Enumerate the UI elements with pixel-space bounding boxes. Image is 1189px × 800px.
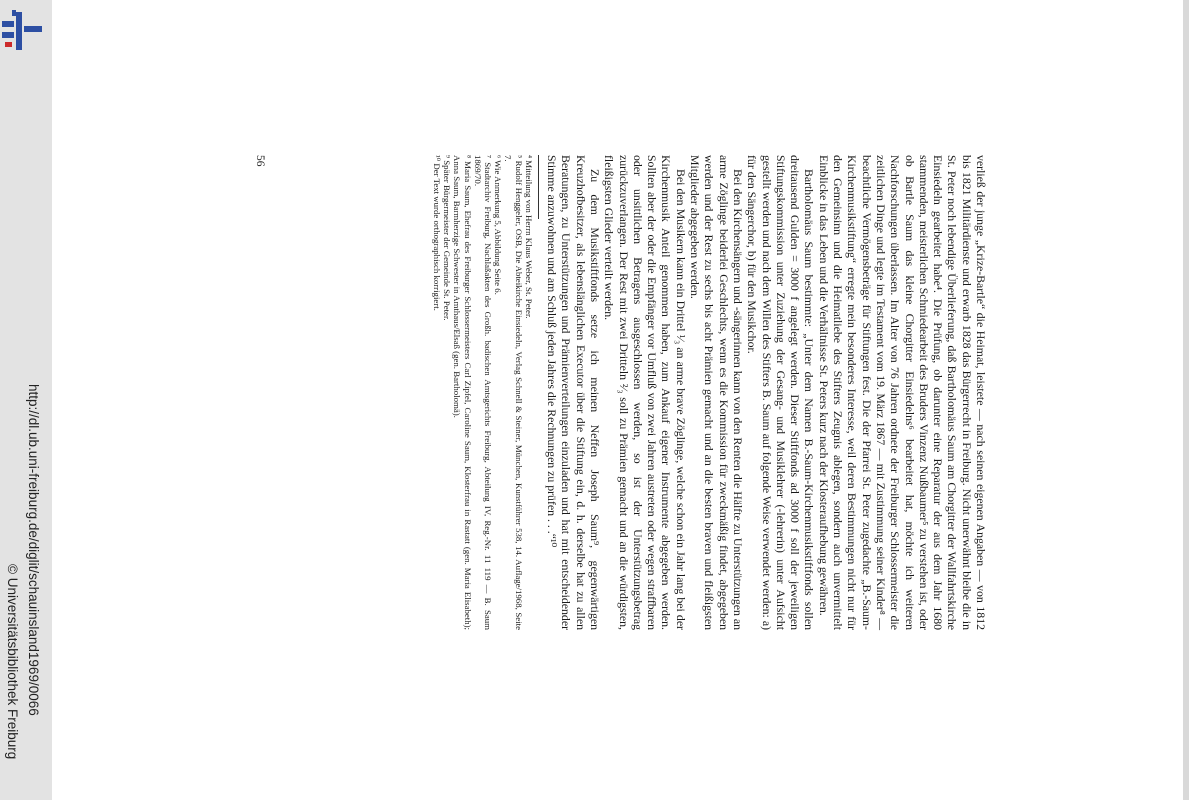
document-page	[253, 155, 988, 630]
page-number: 56	[254, 155, 266, 167]
source-url[interactable]: http://dl.ub.uni-freiburg.de/diglit/schauinsland1969/0066	[26, 384, 41, 716]
footnote-divider	[538, 155, 539, 219]
footnote: ⁵ Rudolf Henggeler, OSB, Die Abteikirche Einsiedeln, Verlag Schnell & Steiner, München, Kunstführer 538, 14. Auflage/1968, Seite 7.	[503, 155, 524, 630]
ub-freiburg-logo-icon	[0, 8, 44, 52]
footnote: ¹⁰ Der Text wurde orthographisch korrigiert.	[431, 155, 442, 311]
footnote: ⁴ Mitteilung von Herrn Klaus Weber, St. Peter.	[523, 155, 534, 319]
footnote: ⁹ Später Bürgermeister der Gemeinde St. Peter.	[442, 155, 453, 321]
scrollbar[interactable]	[1183, 0, 1189, 800]
body-paragraph: Bartholomäus Saum bestimmte: „Unter dem Namen B.-Saum-Kirchenmusikstiftfonds sollen dreitausend Gulden = 3000 f angelegt werden. Dieser Stiftfonds ad 3000 f soll der jeweiligen Stiftungskommission unter Zuziehung der Gesang- und Musiklehrer (-lehrerin) unter Aufsicht gestellt werden und nach dem Willen des Stifters B. Saum auf folgende Weise verwendet werden: a) für den Sängerchor, b) für den Musikchor.	[745, 155, 817, 630]
body-paragraph: Zu dem Musikstiftfonds setze ich meinen Neffen Joseph Saum⁹, gegenwärtigen Kreuzhofbesitzer, als lebenslänglichen Executor über die Stiftung ein, d. h. derselbe hat zu allen Beratungen, zu Unterstützungen und Prämienverteilungen einzuladen und hat mit entscheidender Stimme anzuwohnen und am Schluß jeden Jahres die Rechnungen zu prüfen . . .“¹⁰	[545, 155, 602, 630]
body-paragraph: verließ der junge „Krize-Bartle“ die Heimat, leistete — nach seinen eigenen Angaben — von 1812 bis 1821 Militärdienste und erwarb 1828 das Bürgerrecht in Freiburg. Nicht unerwähnt bleibe die in St. Peter noch lebendige Überlieferung, daß Bartholomäus Saum am Chorgitter der Wallfahrtskirche Einsiedeln gearbeitet habe⁴. Die Prüfung, ob darunter eine Reparatur der aus dem Jahr 1680 stammenden, meisterlichen Schmiedearbeit des Bruders Vinzenz Nußbaumer⁵ zu verstehen ist, oder ob Bartle Saum das kleine Chorgitter Einsiedelns⁶ bearbeitet hat, möchte ich weiteren Nachforschungen überlassen. Im Alter von 76 Jahren ordnete der Freiburger Schlossermeister die zeitlichen Dinge und legte im Testament vom 19. März 1867 — mit Zustimmung seiner Kinder⁸ — beachtliche Vermögensbeträge für Stiftungen fest. Die der Pfarrei St. Peter zugedachte „B.-Saum-Kirchenmusikstiftung“ erregte mein besonderes Interesse, weil deren Bestimmungen nicht nur für den Gemeinsinn und die Heimatliebe des Stifters Zeugnis ablegen, sondern auch unvermittelt Einblicke in das Leben und die Verhältnisse St. Peters kurz nach der Klosteraufhebung gewähren.	[816, 155, 988, 630]
viewer-sidebar	[0, 0, 52, 800]
copyright-notice: © Universitätsbibliothek Freiburg	[5, 564, 20, 760]
body-paragraph: Bei den Kirchensängern und -sängerinnen kann von den Renten die Hälfte zu Unterstützungen an arme Zöglinge beiderlei Geschlechts, wenn es die Kommission für zweckmäßig findet, abgegeben werden und der Rest zu sechs bis acht Prämien gemacht und an die besten braven und fleißigsten Mitglieder abgegeben werden.	[688, 155, 745, 630]
footnote: ⁸ Maria Saum, Ehefrau des Freiburger Schlossermeisters Carl Zipfel, Caroline Saum, Klosterfrau in Rastatt (gen. Maria Elisabeth); Anna Saum, Barmherzige Schwester in Amthaus/Elsaß (gen. Bartholomä).	[452, 155, 473, 630]
footnote: ⁶ Wie Anmerkung 5, Abbildung Seite 6.	[493, 155, 504, 295]
body-paragraph: Bei den Musikern kann ein Drittel ¹⁄₃ an arme brave Zöglinge, welche schon ein Jahr lang bei der Kirchenmusik Anteil genommen haben, zum Ankauf eigener Instrumente abgegeben werden. Sollten aber der oder die Empfänger vor Umfluß von zwei Jahren austreten oder wegen straffbaren oder unsittlichen Betragens ausgeschlossen werden, so ist der Unterstützungsbetrag zurückzuverlangen. Der Rest mit zwei Dritteln ²⁄₃ soll zu Prämien gemacht und an die würdigsten, fleißigsten Glieder verteilt werden.	[602, 155, 688, 630]
footnote: ⁷ Stadtarchiv Freiburg, Nachlaßakten des Großh. badischen Amtsgerichts Freiburg, Abteilung IV, Reg.-Nr. 11 119 — B. Saum 1869/70.	[472, 155, 493, 630]
